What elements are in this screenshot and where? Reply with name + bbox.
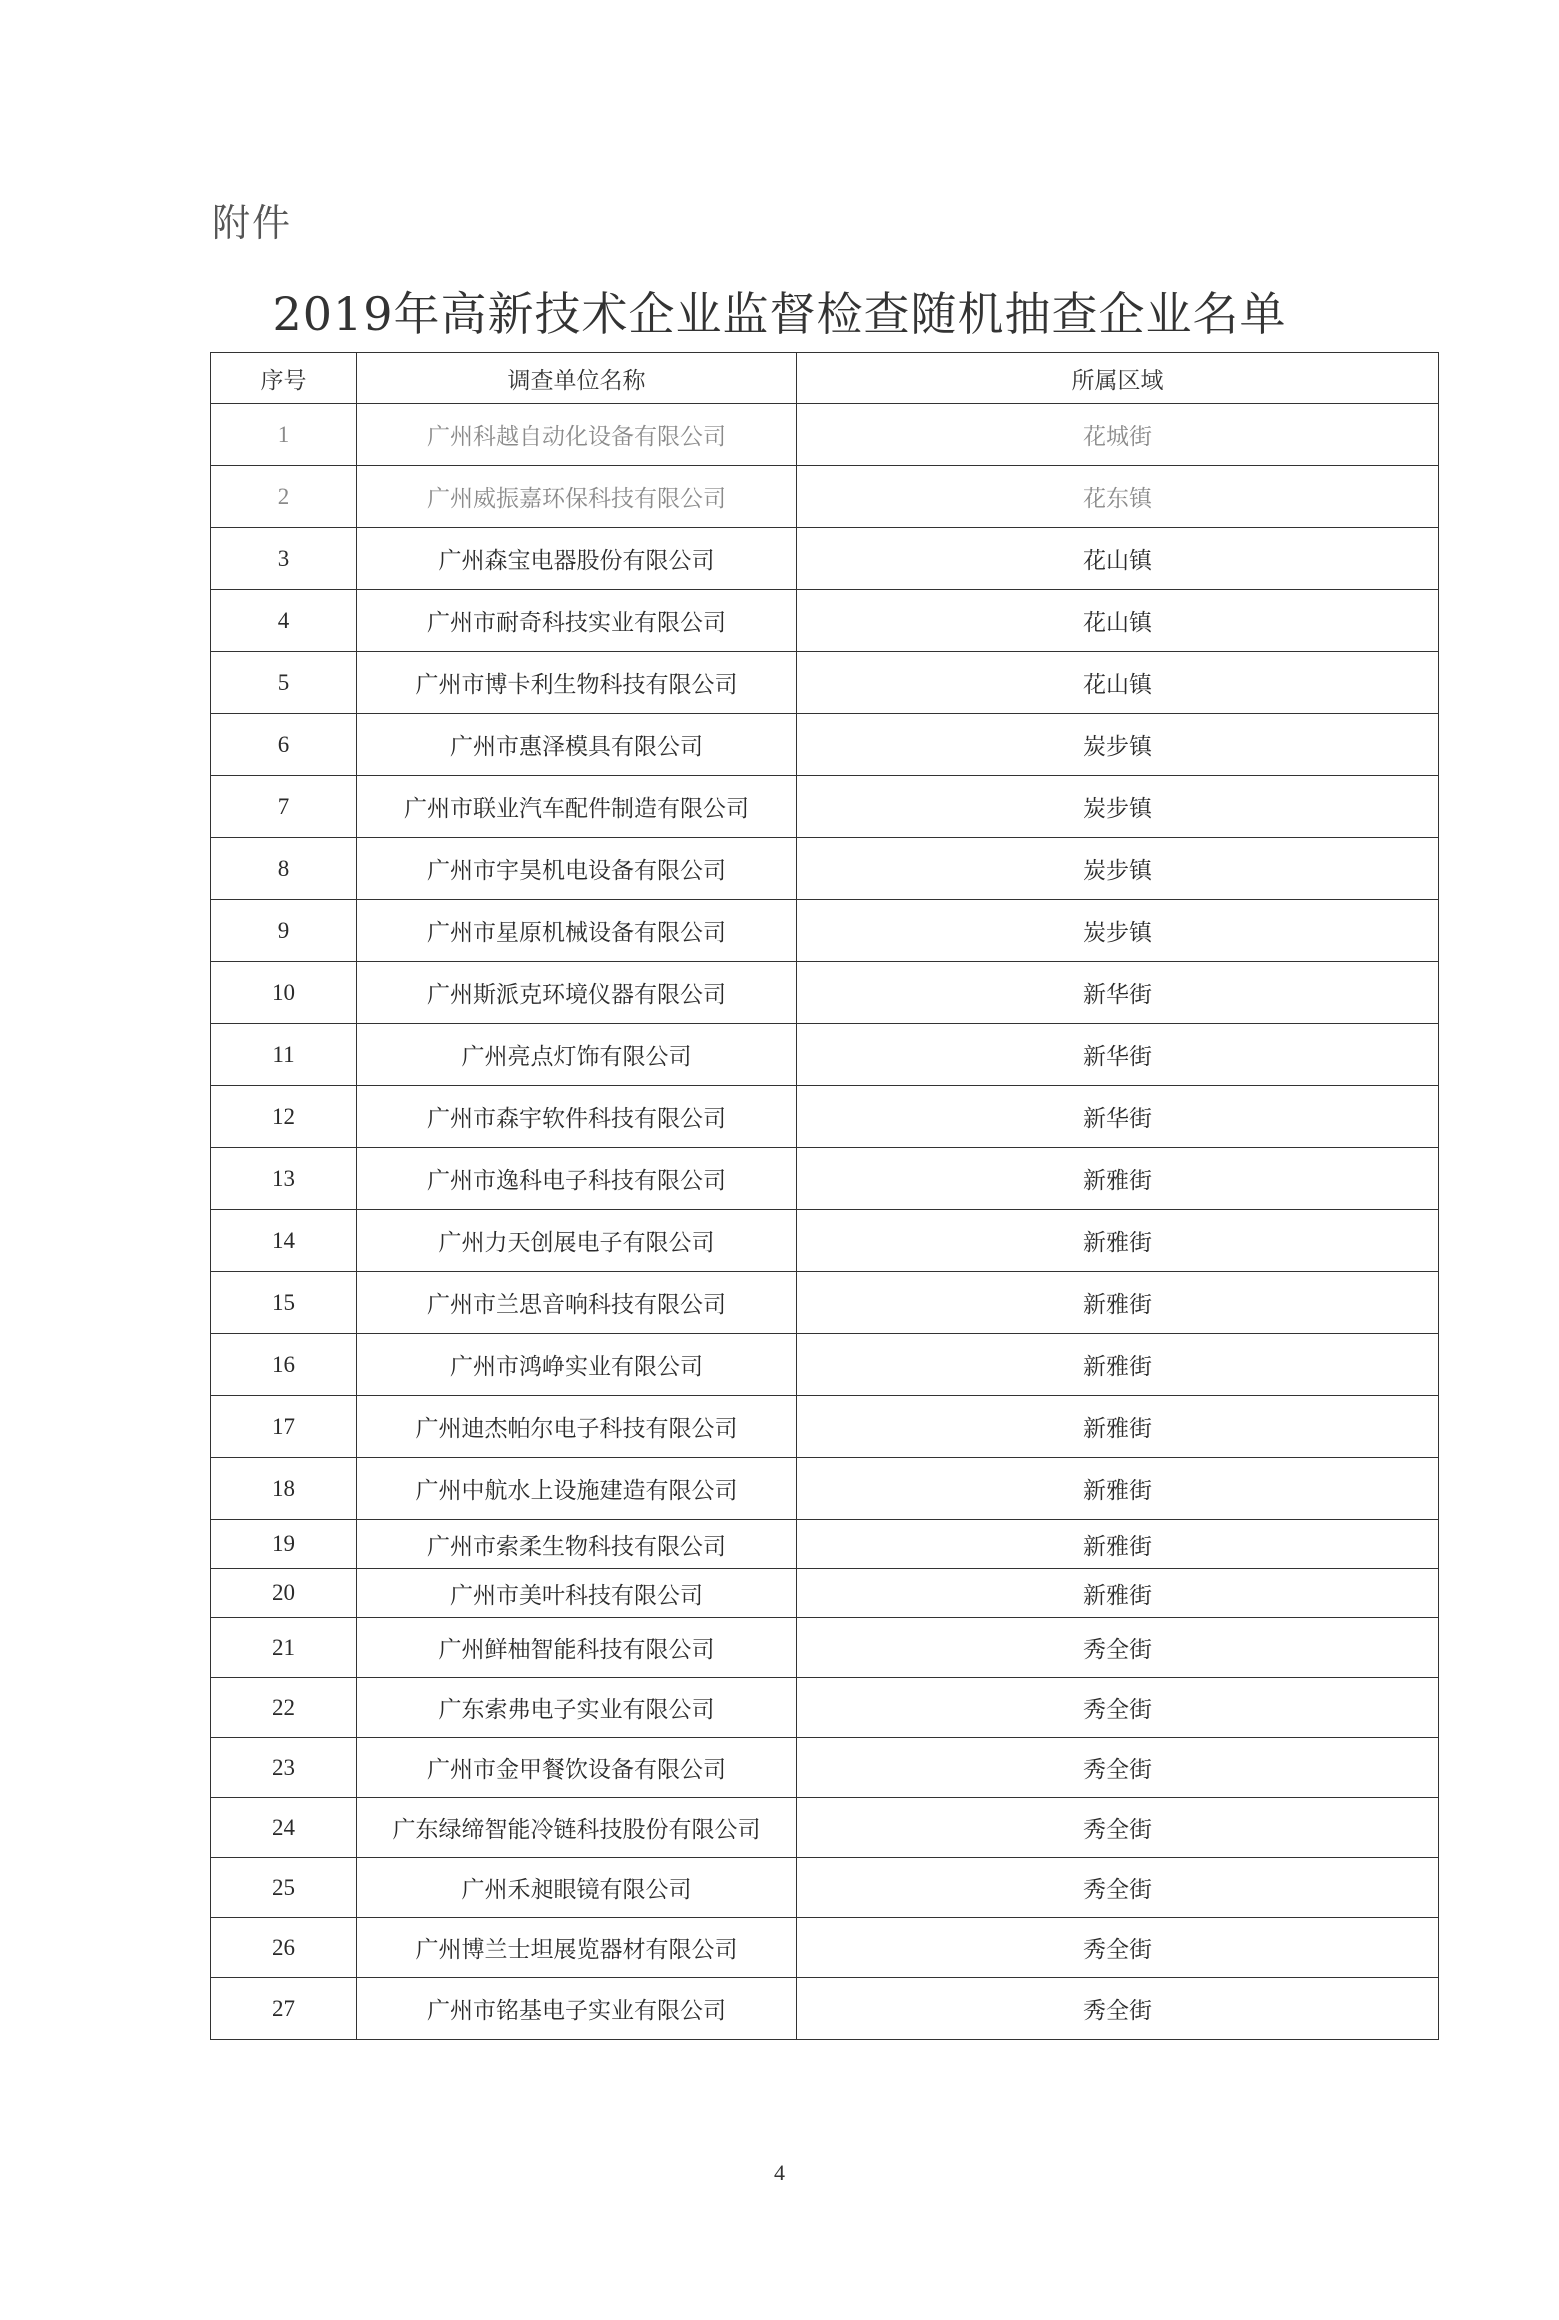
table-row <box>211 652 1439 714</box>
cell-company-name: 广州禾昶眼镜有限公司 <box>357 1858 797 1918</box>
cell-company-name: 广州市索柔生物科技有限公司 <box>357 1520 797 1569</box>
table-row <box>211 1798 1439 1858</box>
cell-company-name: 广州市鸿峥实业有限公司 <box>357 1334 797 1396</box>
cell-district: 花山镇 <box>797 528 1439 590</box>
cell-district: 新雅街 <box>797 1272 1439 1334</box>
cell-district: 新华街 <box>797 1086 1439 1148</box>
cell-company-name: 广州斯派克环境仪器有限公司 <box>357 962 797 1024</box>
cell-district: 新雅街 <box>797 1396 1439 1458</box>
cell-serial-number: 27 <box>211 1978 357 2040</box>
cell-district: 新雅街 <box>797 1334 1439 1396</box>
cell-company-name: 广州亮点灯饰有限公司 <box>357 1024 797 1086</box>
cell-company-name: 广州市逸科电子科技有限公司 <box>357 1148 797 1210</box>
cell-serial-number: 15 <box>211 1272 357 1334</box>
cell-serial-number: 12 <box>211 1086 357 1148</box>
cell-serial-number: 13 <box>211 1148 357 1210</box>
cell-company-name: 广州威振嘉环保科技有限公司 <box>357 466 797 528</box>
header-company-name: 调查单位名称 <box>357 353 797 404</box>
cell-serial-number: 21 <box>211 1618 357 1678</box>
cell-serial-number: 16 <box>211 1334 357 1396</box>
cell-company-name: 广州力天创展电子有限公司 <box>357 1210 797 1272</box>
table-row <box>211 590 1439 652</box>
table-row <box>211 900 1439 962</box>
cell-serial-number: 22 <box>211 1678 357 1738</box>
cell-district: 花城街 <box>797 404 1439 466</box>
cell-district: 秀全街 <box>797 1738 1439 1798</box>
cell-district: 秀全街 <box>797 1978 1439 2040</box>
cell-serial-number: 10 <box>211 962 357 1024</box>
table-row <box>211 1086 1439 1148</box>
cell-district: 新雅街 <box>797 1458 1439 1520</box>
table-row <box>211 1678 1439 1738</box>
cell-district: 花山镇 <box>797 590 1439 652</box>
table-row <box>211 1458 1439 1520</box>
cell-serial-number: 2 <box>211 466 357 528</box>
cell-district: 花山镇 <box>797 652 1439 714</box>
cell-serial-number: 25 <box>211 1858 357 1918</box>
cell-serial-number: 23 <box>211 1738 357 1798</box>
cell-company-name: 广州鲜柚智能科技有限公司 <box>357 1618 797 1678</box>
cell-district: 新雅街 <box>797 1210 1439 1272</box>
cell-district: 秀全街 <box>797 1858 1439 1918</box>
table-row <box>211 1978 1439 2040</box>
cell-company-name: 广州迪杰帕尔电子科技有限公司 <box>357 1396 797 1458</box>
cell-district: 新华街 <box>797 962 1439 1024</box>
table-row <box>211 528 1439 590</box>
table-row <box>211 404 1439 466</box>
table-row <box>211 962 1439 1024</box>
table-row <box>211 714 1439 776</box>
table-row <box>211 1334 1439 1396</box>
cell-district: 炭步镇 <box>797 776 1439 838</box>
cell-company-name: 广州市美叶科技有限公司 <box>357 1569 797 1618</box>
cell-company-name: 广州森宝电器股份有限公司 <box>357 528 797 590</box>
table-row <box>211 838 1439 900</box>
attachment-label: 附件 <box>212 201 293 245</box>
cell-company-name: 广州市联业汽车配件制造有限公司 <box>357 776 797 838</box>
cell-company-name: 广州市森宇软件科技有限公司 <box>357 1086 797 1148</box>
cell-company-name: 广州博兰士坦展览器材有限公司 <box>357 1918 797 1978</box>
cell-company-name: 广州市星原机械设备有限公司 <box>357 900 797 962</box>
page-number: 4 <box>774 2160 785 2185</box>
table-row <box>211 1618 1439 1678</box>
cell-district: 炭步镇 <box>797 900 1439 962</box>
cell-company-name: 广州科越自动化设备有限公司 <box>357 404 797 466</box>
cell-district: 炭步镇 <box>797 838 1439 900</box>
cell-district: 秀全街 <box>797 1678 1439 1738</box>
cell-district: 新雅街 <box>797 1148 1439 1210</box>
table-row <box>211 1272 1439 1334</box>
table-row <box>211 776 1439 838</box>
cell-serial-number: 11 <box>211 1024 357 1086</box>
cell-serial-number: 1 <box>211 404 357 466</box>
header-district: 所属区域 <box>797 353 1439 404</box>
cell-serial-number: 14 <box>211 1210 357 1272</box>
cell-company-name: 广州市耐奇科技实业有限公司 <box>357 590 797 652</box>
cell-serial-number: 5 <box>211 652 357 714</box>
cell-district: 秀全街 <box>797 1798 1439 1858</box>
table-row <box>211 466 1439 528</box>
table-row <box>211 1569 1439 1618</box>
cell-district: 炭步镇 <box>797 714 1439 776</box>
cell-serial-number: 20 <box>211 1569 357 1618</box>
table-row <box>211 1520 1439 1569</box>
table-row <box>211 1858 1439 1918</box>
table-row <box>211 1024 1439 1086</box>
cell-district: 新雅街 <box>797 1520 1439 1569</box>
enterprise-list-table <box>210 352 1439 2040</box>
header-serial-number: 序号 <box>211 353 357 404</box>
cell-serial-number: 7 <box>211 776 357 838</box>
cell-company-name: 广州市惠泽模具有限公司 <box>357 714 797 776</box>
cell-district: 秀全街 <box>797 1918 1439 1978</box>
cell-serial-number: 17 <box>211 1396 357 1458</box>
cell-serial-number: 4 <box>211 590 357 652</box>
table-row <box>211 1396 1439 1458</box>
cell-company-name: 广州市金甲餐饮设备有限公司 <box>357 1738 797 1798</box>
cell-district: 花东镇 <box>797 466 1439 528</box>
table-row <box>211 1738 1439 1798</box>
cell-district: 新华街 <box>797 1024 1439 1086</box>
cell-serial-number: 3 <box>211 528 357 590</box>
cell-company-name: 广州市博卡利生物科技有限公司 <box>357 652 797 714</box>
cell-company-name: 广州市宇昊机电设备有限公司 <box>357 838 797 900</box>
cell-district: 秀全街 <box>797 1618 1439 1678</box>
cell-company-name: 广州市兰思音响科技有限公司 <box>357 1272 797 1334</box>
cell-serial-number: 9 <box>211 900 357 962</box>
table-row <box>211 1148 1439 1210</box>
cell-company-name: 广州市铭基电子实业有限公司 <box>357 1978 797 2040</box>
cell-company-name: 广东索弗电子实业有限公司 <box>357 1678 797 1738</box>
cell-serial-number: 26 <box>211 1918 357 1978</box>
cell-serial-number: 19 <box>211 1520 357 1569</box>
table-row <box>211 1918 1439 1978</box>
table-header-row <box>211 353 1439 404</box>
cell-district: 新雅街 <box>797 1569 1439 1618</box>
cell-serial-number: 6 <box>211 714 357 776</box>
cell-serial-number: 8 <box>211 838 357 900</box>
table-body <box>211 404 1439 2040</box>
cell-serial-number: 24 <box>211 1798 357 1858</box>
cell-company-name: 广东绿缔智能冷链科技股份有限公司 <box>357 1798 797 1858</box>
cell-company-name: 广州中航水上设施建造有限公司 <box>357 1458 797 1520</box>
table-row <box>211 1210 1439 1272</box>
document-title: 2019年高新技术企业监督检查随机抽查企业名单 <box>272 287 1287 341</box>
cell-serial-number: 18 <box>211 1458 357 1520</box>
